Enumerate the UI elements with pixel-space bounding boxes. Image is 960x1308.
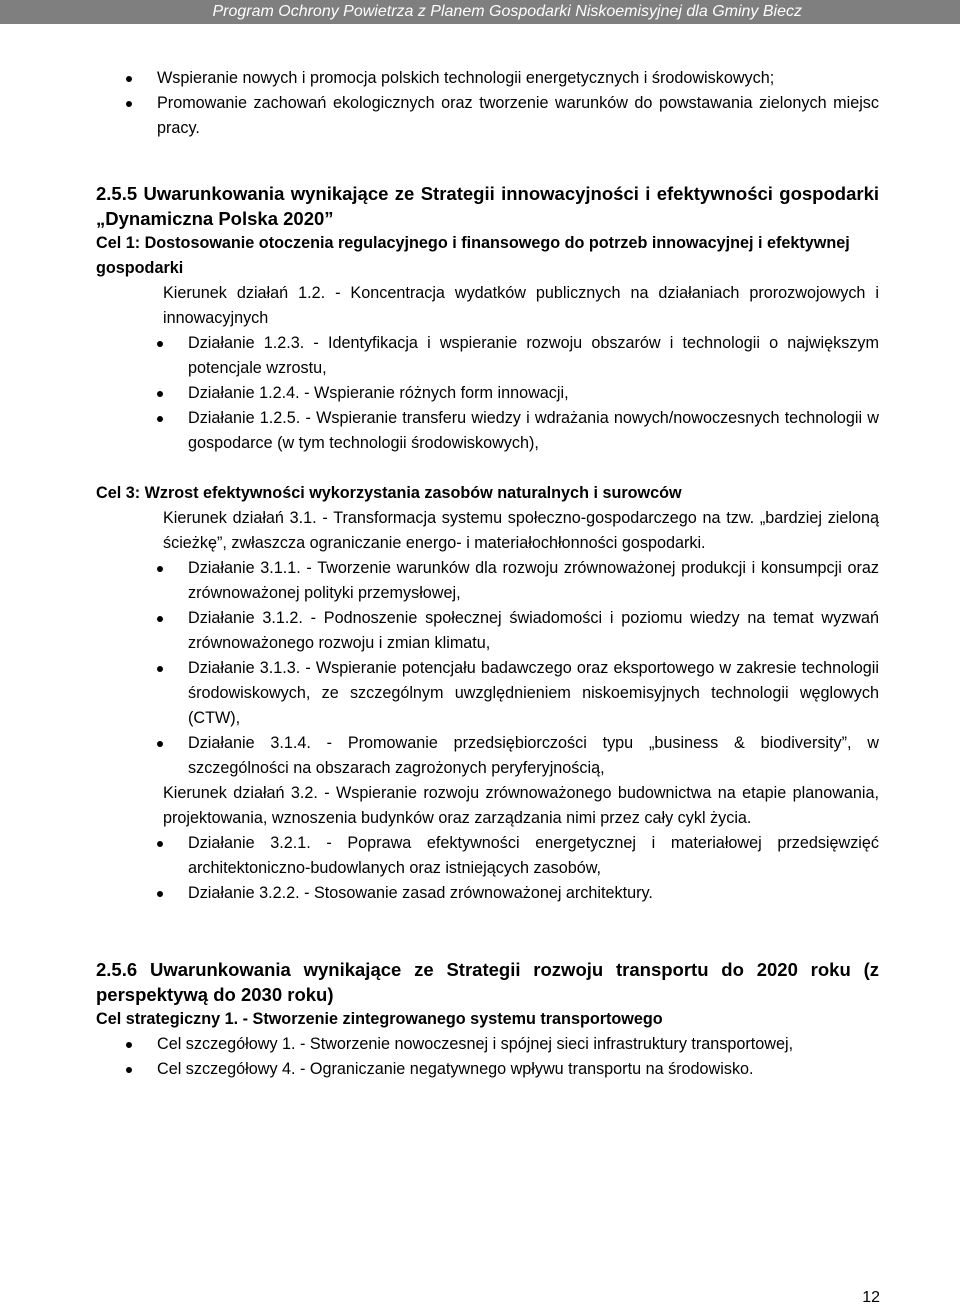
action-list-1-2	[96, 331, 879, 456]
strategic-goal-heading: Cel strategiczny 1. - Stworzenie zintegrowanego systemu transportowego	[96, 1010, 663, 1028]
list-item: Działanie 3.1.3. - Wspieranie potencjału badawczego oraz eksportowego w zakresie technologii środowiskowych, ze szczególnym uwzględnieniem niskoemisyjnych technologii węglowych (CTW),	[96, 656, 879, 731]
direction-1-2: Kierunek działań 1.2. - Koncentracja wydatków publicznych na działaniach prorozwojowych i innowacyjnych	[163, 284, 879, 327]
list-item: Działanie 1.2.4. - Wspieranie różnych form innowacji,	[96, 381, 879, 406]
header-title: Program Ochrony Powietrza z Planem Gospodarki Niskoemisyjnej dla Gminy Biecz	[212, 3, 802, 20]
intro-bullet-list	[96, 66, 879, 141]
direction-3-2: Kierunek działań 3.2. - Wspieranie rozwoju zrównoważonego budownictwa na etapie planowania, projektowania, wznoszenia budynków oraz zarządzania nimi przez cały cykl życia.	[163, 784, 879, 827]
list-item: Działanie 3.1.2. - Podnoszenie społecznej świadomości i poziomu wiedzy na temat wyzwań zrównoważonego rozwoju i zmian klimatu,	[96, 606, 879, 656]
list-item: Działanie 3.2.2. - Stosowanie zasad zrównoważonej architektury.	[96, 881, 879, 906]
list-item: Działanie 3.2.1. - Poprawa efektywności energetycznej i materiałowej przedsięwzięć architektoniczno-budowlanych oraz istniejących zasobów,	[96, 831, 879, 881]
page-header	[0, 0, 960, 24]
goal-heading-cel-1: Cel 1: Dostosowanie otoczenia regulacyjnego i finansowego do potrzeb innowacyjnej i efektywnej gospodarki	[96, 234, 850, 277]
document-body	[96, 66, 879, 1082]
list-item: Działanie 3.1.1. - Tworzenie warunków dla rozwoju zrównoważonej produkcji i konsumpcji oraz zrównoważonej polityki przemysłowej,	[96, 556, 879, 606]
section-heading-2-5-6: 2.5.6 Uwarunkowania wynikające ze Strategii rozwoju transportu do 2020 roku (z perspektywą do 2030 roku)	[96, 959, 879, 1005]
specific-goals-list	[96, 1032, 879, 1082]
list-item: Promowanie zachowań ekologicznych oraz tworzenie warunków do powstawania zielonych miejsc pracy.	[96, 91, 879, 141]
list-item: Cel szczegółowy 4. - Ograniczanie negatywnego wpływu transportu na środowisko.	[96, 1057, 879, 1082]
goal-heading-cel-3: Cel 3: Wzrost efektywności wykorzystania zasobów naturalnych i surowców	[96, 484, 682, 502]
list-item: Wspieranie nowych i promocja polskich technologii energetycznych i środowiskowych;	[96, 66, 879, 91]
list-item: Działanie 1.2.3. - Identyfikacja i wspieranie rozwoju obszarów i technologii o największym potencjale wzrostu,	[96, 331, 879, 381]
direction-3-1: Kierunek działań 3.1. - Transformacja systemu społeczno-gospodarczego na tzw. „bardziej zieloną ścieżkę”, zwłaszcza ograniczanie energo- i materiałochłonności gospodarki.	[163, 509, 879, 552]
action-list-3-1	[96, 556, 879, 781]
list-item: Działanie 1.2.5. - Wspieranie transferu wiedzy i wdrażania nowych/nowoczesnych technologii w gospodarce (w tym technologii środowiskowych),	[96, 406, 879, 456]
section-heading-2-5-5: 2.5.5 Uwarunkowania wynikające ze Strategii innowacyjności i efektywności gospodarki „Dynamiczna Polska 2020”	[96, 183, 879, 229]
action-list-3-2	[96, 831, 879, 906]
list-item: Cel szczegółowy 1. - Stworzenie nowoczesnej i spójnej sieci infrastruktury transportowej,	[96, 1032, 879, 1057]
list-item: Działanie 3.1.4. - Promowanie przedsiębiorczości typu „business & biodiversity”, w szczególności na obszarach zagrożonych peryferyjnością,	[96, 731, 879, 781]
page-number: 12	[862, 1289, 880, 1306]
